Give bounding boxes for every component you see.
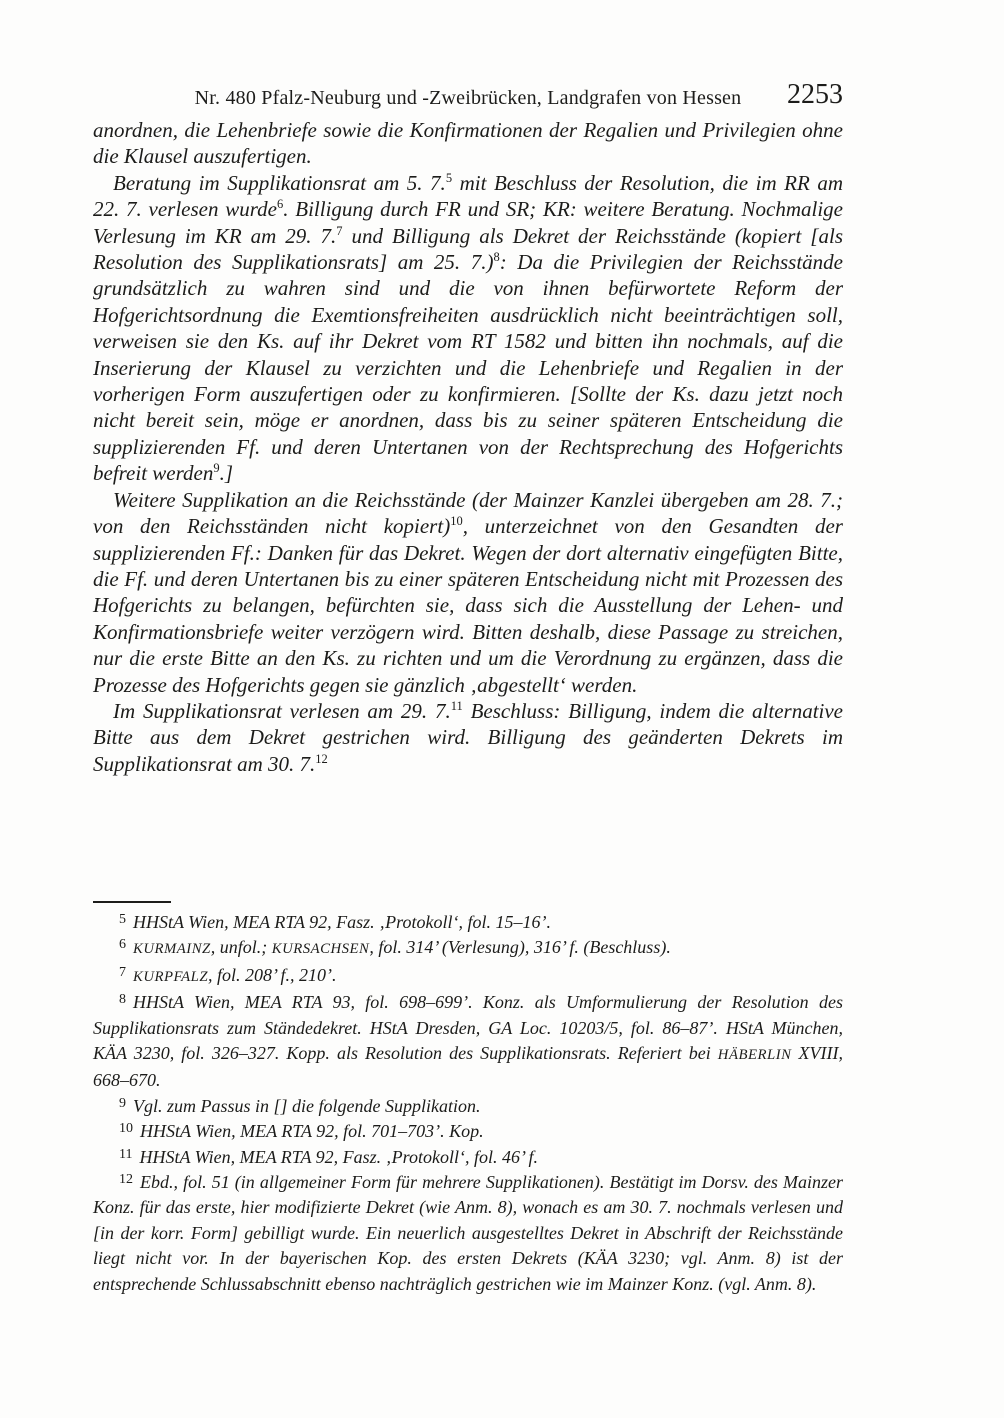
footnote-item: $^{11}$ HHStA Wien, MEA RTA 92, Fasz. ‚Protokoll‘, fol. 46’ f. <box>119 1146 538 1167</box>
small-caps-sigla: KURMAINZ <box>133 941 211 958</box>
small-caps-sigla: KURSACHSEN <box>271 941 370 958</box>
footnote-item: $^8$ HHStA Wien, MEA RTA 93, fol. 698–699’. Konz. als Umformulierung der Resolution des Supplikationsrats zum Ständedekret. HStA Dresden, GA Loc. 10203/5, fol. 86–87’. HStA München, KÄA 3230, fol. 326–327. Kopp. als Resolution des Supplikationsrats. Referiert bei HÄBERLIN XVIII, 668–670. <box>93 992 843 1091</box>
footnote-number: 5 <box>119 912 126 927</box>
small-caps-sigla: KURPFALZ <box>133 968 209 985</box>
paragraph: Beratung im Supplikationsrat am 5. 7.$^5$ mit Beschluss der Resolution, die im RR am 22. 7. verlesen wurde$^6$. Billigung durch FR und SR; KR: weitere Beratung. Nochmalige Verlesung im KR am 29. 7.$^7$ und Billigung als Dekret der Reichsstände (kopiert [als Resolution des Supplikationsrats] am 25. 7.)$^8$: Da die Privilegien der Reichsstände grundsätzlich zu wahren sind und die von ihnen befürwortete Reform der Hofgerichtsordnung die Exemtionsfreiheiten ausdrücklich nicht beeinträchtigen soll, verweisen sie den Ks. auf ihr Dekret vom RT 1582 und bitten ihn nochmals, auf die Inserierung der Klausel zu verzichten und die Lehenbriefe und Regalien in der vorherigen Form auszufertigen oder zu konfirmieren. [Sollte der Ks. dazu jetzt noch nicht bereit sein, möge er anordnen, dass bis zu seiner späteren Entscheidung die supplizierenden Ff. und deren Untertanen von der Rechtsprechung des Hofgerichts befreit werden$^9$.] <box>93 170 843 486</box>
paragraph: Weitere Supplikation an die Reichsstände (der Mainzer Kanzlei übergeben am 28. 7.; von den Reichsständen nicht kopiert)$^{10}$, unterzeichnet von den Gesandten der supplizierenden Ff.: Danken für das Dekret. Wegen der dort alternativ eingefügten Bitte, die Ff. und deren Untertanen bis zu einer späteren Entscheidung nicht mit Prozessen des Hofgerichts zu belangen, befürchten sie, dass sich die Ausstellung der Lehen- und Konfirmationsbriefe weiter verzögern wird. Bitten deshalb, diese Passage zu streichen, nur die erste Bitte an den Ks. zu richten und um die Verordnung zu ergänzen, dass die Prozesse des Hofgerichts gegen sie gänzlich ‚abgestellt‘ werden. <box>93 487 843 697</box>
footnote-number: 8 <box>119 992 126 1008</box>
running-header <box>93 79 843 113</box>
footnote-separator-rule <box>93 901 171 903</box>
footnote-ref: 7 <box>336 223 343 238</box>
running-header-title: Nr. 480 Pfalz-Neuburg und -Zweibrücken, Landgrafen von Hessen <box>194 87 742 109</box>
footnote-item: $^{12}$ Ebd., fol. 51 (in allgemeiner Form für mehrere Supplikationen). Bestätigt im Dorsv. des Mainzer Konz. für das erste, hier modifizierte Dekret (wie Anm. 8), wonach es am 30. 7. nochmals verlesen und [in der korr. Form] gebilligt wurde. Ein neuerlich ausgestelltes Dekret in Abschrift der Reichsstände liegt nicht vor. In der bayerischen Kop. des ersten Dekrets (KÄA 3230; vgl. Anm. 8) ist der entsprechende Schlussabschnitt ebenso nachträglich gestrichen wie im Mainzer Konz. (vgl. Anm. 8). <box>93 1172 843 1294</box>
footnote-number: 6 <box>119 937 126 953</box>
footnotes-section <box>93 901 843 1297</box>
footnote-ref: 8 <box>493 250 500 265</box>
footnote-number: 12 <box>119 1172 133 1188</box>
footnotes-list <box>93 910 843 1297</box>
footnote-ref: 5 <box>445 170 453 185</box>
footnote-item: $^{10}$ HHStA Wien, MEA RTA 92, fol. 701–703’. Kop. <box>119 1121 484 1142</box>
footnote-ref: 6 <box>276 197 284 212</box>
footnote-number: 11 <box>119 1146 133 1162</box>
footnote-item: $^6$ KURMAINZ, unfol.; KURSACHSEN, fol. 314’ (Verlesung), 316’ f. (Beschluss). <box>119 937 671 958</box>
footnote-number: 9 <box>119 1095 126 1111</box>
paragraph: Im Supplikationsrat verlesen am 29. 7.11 Beschluss: Billigung, indem die alternative Bitte aus dem Dekret gestrichen wird. Billigung des geänderten Dekrets im Supplikationsrat am 30. 7.12 <box>93 698 843 776</box>
paragraph: anordnen, die Lehenbriefe sowie die Konfirmationen der Regalien und Privilegien ohne die Klausel auszufertigen. <box>93 118 843 169</box>
footnote-number: 7 <box>119 964 126 980</box>
page-number: 2253 <box>787 79 843 110</box>
footnote-item: $^9$ Vgl. zum Passus in [] die folgende Supplikation. <box>119 1095 481 1116</box>
body-text <box>93 117 843 777</box>
footnote-ref: 10 <box>450 514 463 529</box>
footnote-item: $^7$ KURPFALZ, fol. 208’ f., 210’. <box>119 964 337 985</box>
footnote-ref: 11 <box>450 698 463 713</box>
footnote-ref: 9 <box>213 461 220 476</box>
footnote-item: $^5$ HHStA Wien, MEA RTA 92, Fasz. ‚Protokoll‘, fol. 15–16’. <box>119 912 551 932</box>
footnote-ref: 12 <box>315 751 328 766</box>
small-caps-sigla: HÄBERLIN <box>717 1047 792 1064</box>
footnote-number: 10 <box>119 1121 133 1137</box>
